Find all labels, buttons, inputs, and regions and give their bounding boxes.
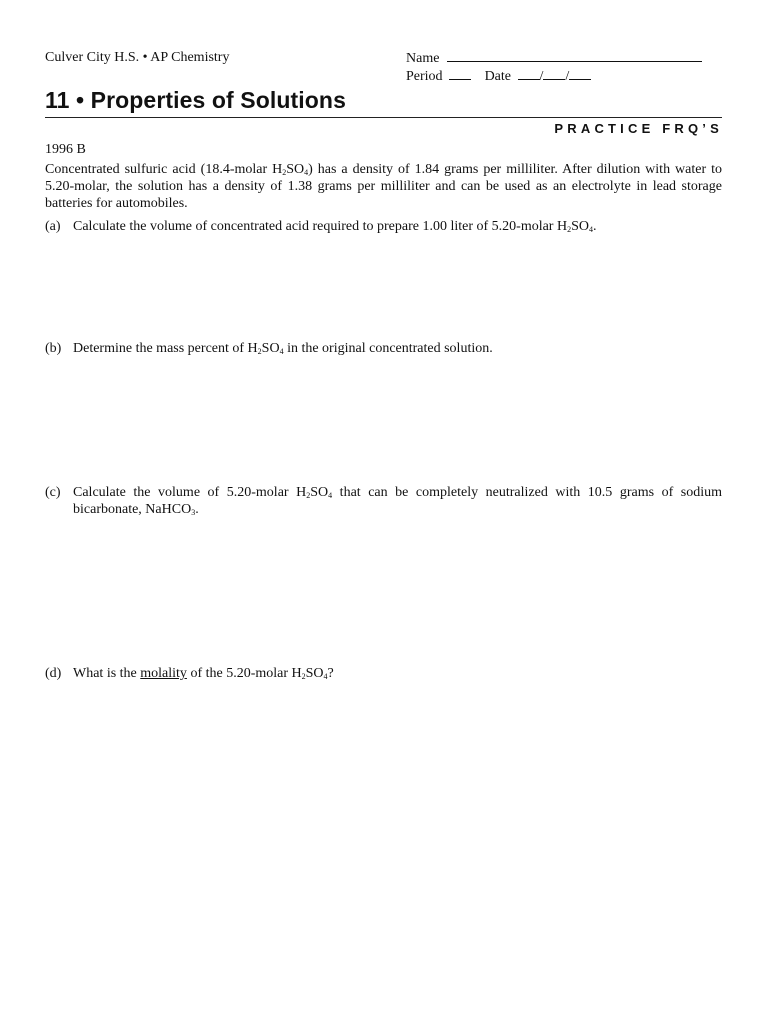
text: Calculate the volume of 5.20-molar H (73, 485, 307, 500)
period-blank-line (449, 67, 471, 80)
question-label: (c) (45, 485, 61, 500)
question-label: (a) (45, 219, 61, 234)
subscript: 4 (328, 491, 333, 500)
page-title: 11 • Properties of Solutions (45, 87, 346, 113)
subscript: 4 (304, 168, 309, 177)
date-separator: / (539, 69, 544, 84)
text: What is the (73, 666, 141, 681)
subscript: 2 (282, 168, 287, 177)
text: SO (571, 219, 589, 234)
subscript: 4 (279, 347, 284, 356)
question-text (73, 665, 722, 682)
text: . (195, 502, 199, 517)
text: that can be completely neutralized with 10.5 grams of sodium bicarbonate, NaHCO (73, 485, 722, 517)
section-label: PRACTICE FRQ’S (554, 121, 723, 136)
course-header: Culver City H.S. • AP Chemistry (45, 50, 230, 65)
intro-text: SO (286, 162, 305, 177)
text: . (593, 219, 597, 234)
text: ? (327, 666, 334, 681)
period-date-field (406, 67, 591, 85)
subscript: 2 (257, 347, 262, 356)
date-day-line (543, 67, 565, 80)
date-year-line (569, 67, 591, 80)
question-text (73, 340, 722, 357)
subscript: 2 (301, 672, 306, 681)
underlined-term: molality (140, 666, 187, 681)
question-a (45, 218, 722, 235)
question-text (73, 218, 722, 235)
date-separator: / (565, 69, 570, 84)
period-label: Period (406, 69, 443, 84)
intro-text: ) has a density of 1.84 grams per milliliter. After dilution with water to 5.20-molar, the solution has a density of 1.38 grams per milliliter and can be used as an electrolyte in lead storage batteries for automobiles. (45, 162, 722, 211)
date-label: Date (484, 69, 511, 84)
intro-text: Concentrated sulfuric acid (18.4-molar H (45, 162, 283, 177)
subscript: 4 (323, 672, 328, 681)
subscript: 2 (567, 225, 572, 234)
text: SO (305, 666, 324, 681)
text: SO (310, 485, 329, 500)
question-label: (d) (45, 666, 62, 681)
subscript: 3 (191, 508, 196, 517)
text: Calculate the volume of concentrated acid required to prepare 1.00 liter of 5.20-molar H (73, 219, 568, 234)
date-month-line (518, 67, 540, 80)
question-d (45, 665, 722, 682)
question-label: (b) (45, 341, 62, 356)
text: in the original concentrated solution. (283, 341, 493, 356)
question-c (45, 484, 722, 518)
question-b (45, 340, 722, 357)
name-blank-line (447, 49, 702, 62)
subscript: 4 (589, 225, 593, 234)
problem-year: 1996 B (45, 142, 86, 157)
name-label: Name (406, 51, 440, 66)
text: SO (261, 341, 280, 356)
subscript: 2 (306, 491, 311, 500)
name-field (406, 49, 702, 67)
text: of the 5.20-molar H (186, 666, 302, 681)
title-divider (45, 117, 722, 118)
question-text (73, 484, 722, 518)
text: Determine the mass percent of H (73, 341, 258, 356)
problem-intro (45, 161, 722, 212)
